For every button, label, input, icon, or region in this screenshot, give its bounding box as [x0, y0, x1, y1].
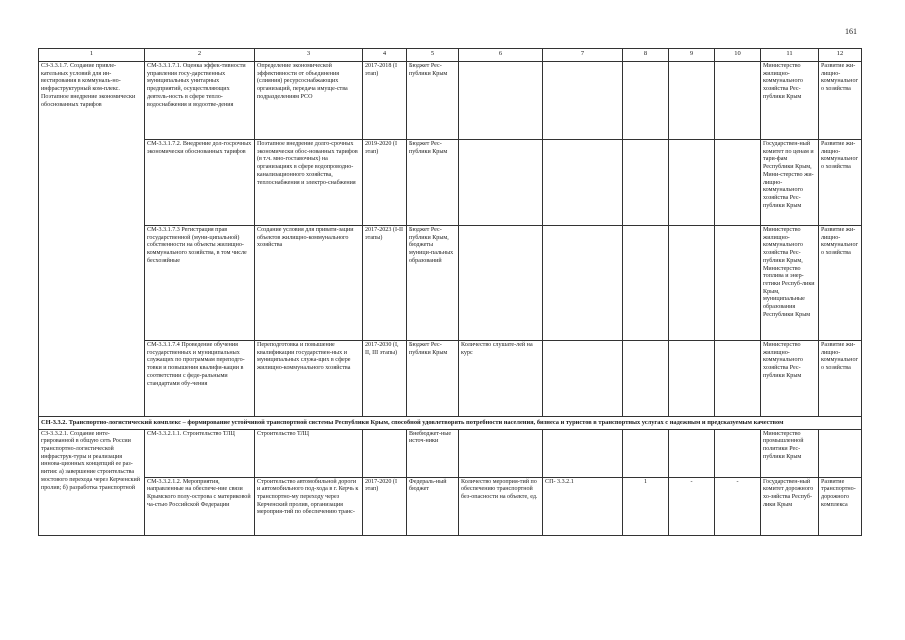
table-row — [39, 226, 862, 341]
task-cell: СЗ-3.3.2.1. Создание инте-грированной в общую сеть России транспортно-логистической инфраструк-туры и реализация иннова-ционных концепций ее раз-вития: а) завершение строительства мостового перехода через Керченский пролив; б) разработка транспортной — [39, 429, 145, 535]
column-header: 4 — [363, 49, 407, 62]
value-cell — [669, 429, 715, 477]
funding-cell: Бюджет Рес-публики Крым, бюджеты муници-пальных образований — [407, 226, 459, 341]
value-cell — [623, 62, 669, 140]
result-cell: Строительство автомобильной дороги и автомобильного под-хода в г. Керчь к транспортно-му переходу через Керченский пролив, организация мероприя-тий по обеспечению транс- — [255, 477, 363, 535]
indicator-cell — [459, 429, 543, 477]
executor-cell: Государствен-ный комитет по ценам и тари-фам Республики Крым, Мини-стерство жи-лищно-коммунального хозяйства Рес-публики Крым — [761, 140, 819, 226]
funding-cell: Бюджет Рес-публики Крым — [407, 62, 459, 140]
indicator-cell: Количество слушате-лей на курс — [459, 341, 543, 417]
indicator-cell — [459, 62, 543, 140]
result-cell: Определение экономической эффективности от объединения (слияния) ресурсоснабжающих организаций, передача имуще-ства подразделениям РСО — [255, 62, 363, 140]
program-cell: Развитие жи-лищно-коммунального хозяйства — [819, 62, 862, 140]
program-cell — [819, 429, 862, 477]
executor-cell: Министерство жилищно-коммунального хозяйства Рес-публики Крым — [761, 341, 819, 417]
section-title: СН-3.3.2. Транспортно-логистический комплекс – формирование устойчивой транспортной системы Республики Крым, способной удовлетворять потребности населения, бизнеса и туристов в транспортных услугах с надежным и предсказуемым качеством — [39, 417, 862, 430]
period-cell — [363, 429, 407, 477]
header-row — [39, 49, 862, 62]
task-cell: СЗ-3.3.1.7. Создание привле-кательных условий для ин-вестирования в коммуналь-но-инфраструктурный ком-плекс. Поэтапное внедрение экономически обоснованных тарифов — [39, 62, 145, 417]
column-header: 6 — [459, 49, 543, 62]
code-cell — [543, 429, 623, 477]
value-cell — [715, 140, 761, 226]
indicator-cell — [459, 140, 543, 226]
indicator-cell: Количество мероприя-тий по обеспечению транспортной без-опасности на объекте, ед. — [459, 477, 543, 535]
code-cell — [543, 226, 623, 341]
value-cell — [669, 341, 715, 417]
measure-cell: СМ-3.3.1.7.2. Внедрение дол-госрочных экономически обоснованных тарифов — [145, 140, 255, 226]
result-cell: Переподготовка и повышение квалификации государствен-ных и муниципальных служа-щих в сфере жилищно-коммунального хозяйства — [255, 341, 363, 417]
executor-cell: Министерство жилищно-коммунального хозяйства Рес-публики Крым, Министерство топлива и энер-гетики Респуб-лики Крым, муниципальные образования Республики Крым — [761, 226, 819, 341]
table-row — [39, 429, 862, 477]
table-row — [39, 477, 862, 535]
measure-cell: СМ-3.3.2.1.1. Строительство ТЛЦ — [145, 429, 255, 477]
indicator-cell — [459, 226, 543, 341]
period-cell: 2017-2020 (I этап) — [363, 477, 407, 535]
measures-table — [38, 48, 862, 536]
funding-cell: Внебюджет-ные источ-ники — [407, 429, 459, 477]
period-cell: 2017-2018 (I этап) — [363, 62, 407, 140]
value-cell — [669, 62, 715, 140]
column-header: 5 — [407, 49, 459, 62]
table-row — [39, 341, 862, 417]
period-cell: 2017-2023 (I-II этапы) — [363, 226, 407, 341]
measure-cell: СМ-3.3.2.1.2. Мероприятия, направленные на обеспече-ние связи Крымского полу-острова с материковой ча-стью Российской Федерации — [145, 477, 255, 535]
column-header: 2 — [145, 49, 255, 62]
column-header: 8 — [623, 49, 669, 62]
value-cell — [623, 140, 669, 226]
result-cell: Создание условия для привати-зации объектов жилищно-коммунального хозяйства — [255, 226, 363, 341]
program-cell: Развитие жи-лищно-коммунального хозяйства — [819, 226, 862, 341]
executor-cell: Министерство промышленной политики Рес-публики Крым — [761, 429, 819, 477]
code-cell — [543, 62, 623, 140]
measure-cell: СМ-3.3.1.7.1. Оценка эффек-тивности управления госу-дарственных муниципальных унитарных предприятий, осуществляющих деятель-ность в сфере тепло-водоснабжения и водоотве-дения — [145, 62, 255, 140]
value-cell: 1 — [623, 477, 669, 535]
column-header: 1 — [39, 49, 145, 62]
value-cell — [623, 226, 669, 341]
value-cell — [623, 429, 669, 477]
value-cell — [715, 341, 761, 417]
column-header: 10 — [715, 49, 761, 62]
funding-cell: Бюджет Рес-публики Крым — [407, 341, 459, 417]
value-cell: - — [669, 477, 715, 535]
period-cell: 2017-2030 (I, II, III этапы) — [363, 341, 407, 417]
value-cell — [623, 341, 669, 417]
value-cell — [669, 226, 715, 341]
program-cell: Развитие жи-лищно-коммунального хозяйства — [819, 140, 862, 226]
value-cell — [669, 140, 715, 226]
table-row — [39, 140, 862, 226]
executor-cell: Государствен-ный комитет дорожного хо-зяйства Респуб-лики Крым — [761, 477, 819, 535]
program-cell: Развитие транспортно-дорожного комплекса — [819, 477, 862, 535]
result-cell: Поэтапное внедрение долго-срочных экономически обос-нованных тарифов (в т.ч. мно-гоставочных) на организациях в сфере водопроводно-канализационного хозяйства, теплоснабжения и электро-снабжения — [255, 140, 363, 226]
column-header: 11 — [761, 49, 819, 62]
page-number: 161 — [845, 27, 857, 36]
value-cell — [715, 429, 761, 477]
period-cell: 2019-2020 (I этап) — [363, 140, 407, 226]
measure-cell: СМ-3.3.1.7.4 Проведение обучения государственных и муниципальных служащих по программам переподго-товки и повышения квалифи-кации в соответствии с феде-ральными стандартами обу-чения — [145, 341, 255, 417]
table-row — [39, 62, 862, 140]
code-cell — [543, 140, 623, 226]
code-cell — [543, 341, 623, 417]
column-header: 12 — [819, 49, 862, 62]
value-cell: - — [715, 477, 761, 535]
executor-cell: Министерство жилищно-коммунального хозяйства Рес-публики Крым — [761, 62, 819, 140]
code-cell: СП- 3.3.2.1 — [543, 477, 623, 535]
result-cell: Строительство ТЛЦ — [255, 429, 363, 477]
value-cell — [715, 226, 761, 341]
value-cell — [715, 62, 761, 140]
funding-cell: Федераль-ный бюджет — [407, 477, 459, 535]
funding-cell: Бюджет Рес-публики Крым — [407, 140, 459, 226]
section-row — [39, 417, 862, 430]
column-header: 7 — [543, 49, 623, 62]
column-header: 3 — [255, 49, 363, 62]
program-cell: Развитие жи-лищно-коммунального хозяйства — [819, 341, 862, 417]
column-header: 9 — [669, 49, 715, 62]
measure-cell: СМ-3.3.1.7.3 Регистрация прав государственной (муни-ципальной) собственности на объекты жилищно-коммунального хозяйства, в том числе бесхозяйные — [145, 226, 255, 341]
